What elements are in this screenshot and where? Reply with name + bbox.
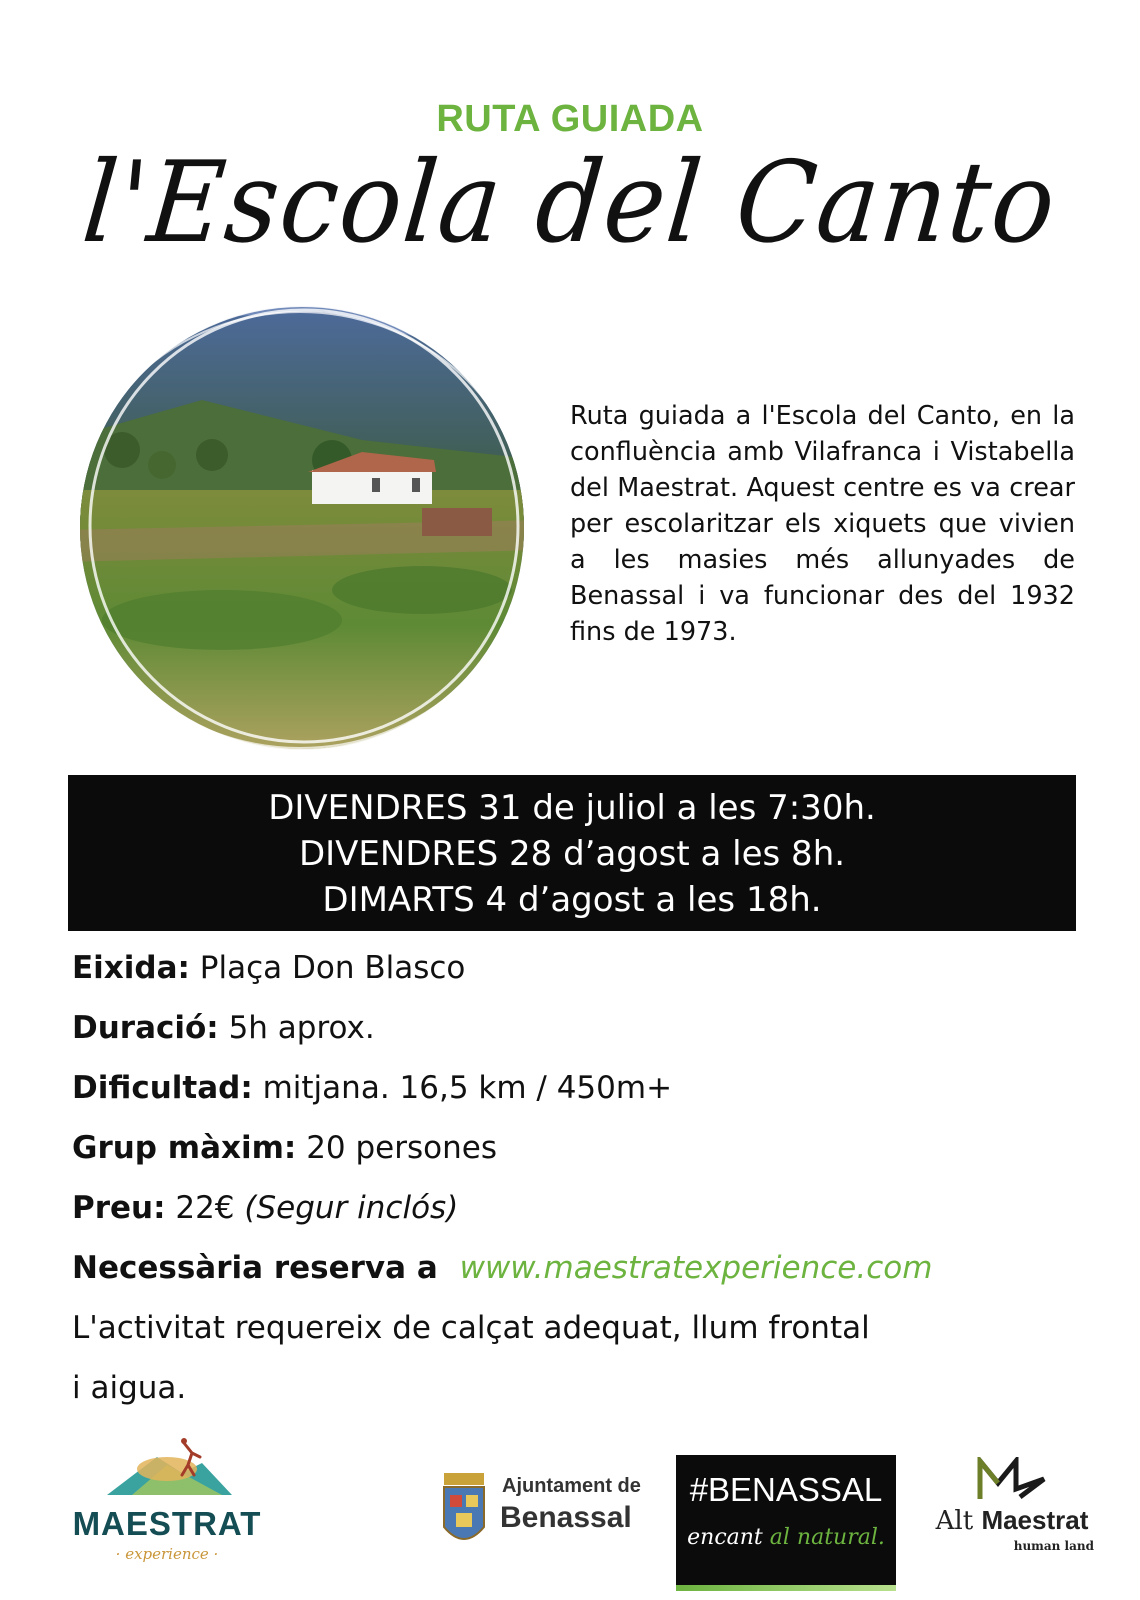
benassal-slogan-b: al natural. (769, 1525, 885, 1550)
price-note: (Segur inclós) (244, 1190, 459, 1226)
benassal-hashtag: #BENASSAL (689, 1471, 883, 1508)
price-value: 22€ (175, 1190, 235, 1226)
benassal-slogan (676, 1525, 896, 1550)
requirements-line: L'activitat requereix de calçat adequat, llum frontal (72, 1310, 870, 1346)
maestrat-name: MAESTRAT (72, 1505, 262, 1542)
alt-maestrat-wordmark (924, 1505, 1100, 1536)
green-underline (676, 1585, 896, 1591)
route-details (72, 938, 1082, 1418)
benassal-brand-logo (676, 1455, 896, 1585)
group-value: 20 persones (306, 1130, 497, 1166)
date-line: DIVENDRES 28 d’agost a les 8h. (298, 834, 846, 874)
ajuntament-benassal-logo (436, 1471, 646, 1561)
departure-value: Plaça Don Blasco (199, 950, 466, 986)
duration-value: 5h aprox. (228, 1010, 375, 1046)
sponsor-logos (0, 1425, 1140, 1600)
maestrat-experience-logo (72, 1435, 262, 1575)
landscape-photo (62, 290, 542, 760)
price-label: Preu: (72, 1190, 166, 1226)
group-label: Grup màxim: (72, 1130, 297, 1166)
price-row (72, 1178, 1082, 1238)
coat-of-arms-icon (436, 1471, 492, 1553)
maestrat-sub: · experience · (115, 1545, 219, 1563)
alt-maestrat-b: Maestrat (981, 1505, 1089, 1535)
date-line: DIMARTS 4 d’agost a les 18h. (322, 880, 822, 920)
requirements-line: i aigua. (72, 1370, 187, 1406)
group-row (72, 1118, 1082, 1178)
ajuntament-town: Benassal (500, 1501, 632, 1534)
route-kicker: RUTA GUIADA (436, 98, 704, 140)
date-line: DIVENDRES 31 de juliol a les 7:30h. (268, 788, 876, 828)
departure-row (72, 938, 1082, 998)
difficulty-value: mitjana. 16,5 km / 450m+ (262, 1070, 673, 1106)
booking-row (72, 1238, 1082, 1298)
route-description: Ruta guiada a l'Escola del Canto, en la confluència amb Vilafranca i Vistabella del Maestrat. Aquest centre es va crear per escolaritzar els xiquets que vivien a les masies més allunyades de Benassal i va funcionar des del 1932 fins de 1973. (570, 401, 1075, 647)
difficulty-label: Dificultad: (72, 1070, 253, 1106)
alt-maestrat-mark-icon (976, 1457, 1048, 1501)
dates-banner (68, 775, 1076, 931)
booking-label: Necessària reserva a (72, 1250, 438, 1286)
duration-row (72, 998, 1082, 1058)
mountain-hiker-icon (72, 1435, 262, 1505)
duration-label: Duració: (72, 1010, 219, 1046)
difficulty-row (72, 1058, 1082, 1118)
alt-maestrat-sub: human land (1013, 1539, 1094, 1553)
departure-label: Eixida: (72, 950, 190, 986)
ajuntament-label: Ajuntament de (502, 1475, 641, 1497)
alt-maestrat-logo (924, 1457, 1100, 1567)
benassal-slogan-a: encant (687, 1525, 763, 1550)
alt-maestrat-a: Alt (935, 1506, 974, 1536)
poster-title: l'Escola del Canto (77, 138, 1063, 268)
booking-link[interactable]: www.maestratexperience.com (459, 1250, 933, 1286)
